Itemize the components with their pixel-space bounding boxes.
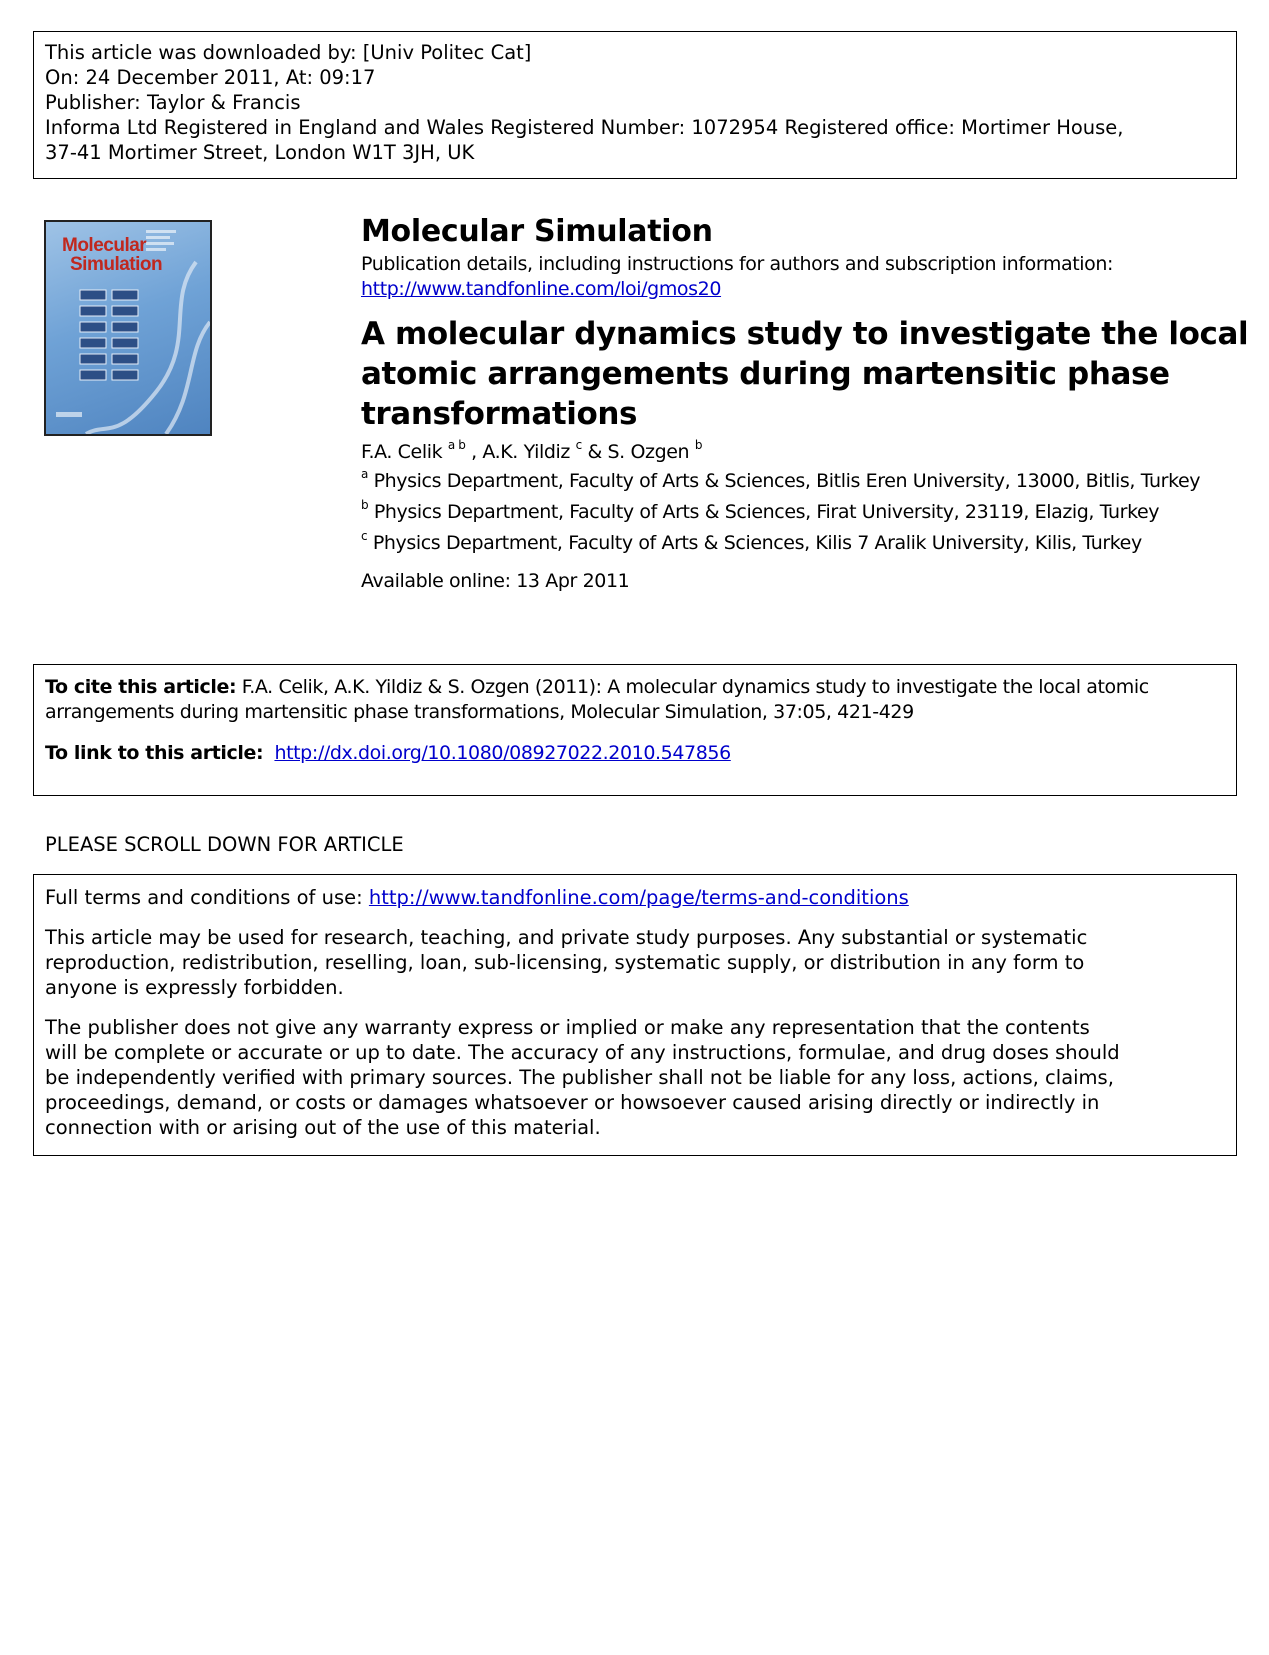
affiliation-c-mark: c — [361, 529, 368, 543]
cover-title-line-2: Simulation — [70, 254, 163, 275]
article-link-row — [45, 741, 1225, 766]
usage-paragraph — [45, 925, 1225, 1000]
disclaimer-line-2: will be complete or accurate or up to date. The accuracy of any instructions, formulae, and drug doses should — [45, 1041, 1120, 1064]
journal-cover-image — [44, 220, 212, 436]
cite-label: To cite this article: — [45, 676, 237, 698]
disclaimer-line-3: be independently verified with primary sources. The publisher shall not be liable for any loss, actions, claims, — [45, 1066, 1114, 1089]
disclaimer-line-5: connection with or arising out of the use of this material. — [45, 1116, 601, 1139]
journal-url-link[interactable]: http://www.tandfonline.com/loi/gmos20 — [361, 278, 722, 300]
usage-line-3: anyone is expressly forbidden. — [45, 976, 344, 999]
cite-row — [45, 675, 1225, 725]
usage-line-1: This article may be used for research, teaching, and private study purposes. Any substantial or systematic — [45, 926, 1088, 949]
citation-box — [33, 664, 1237, 796]
terms-link[interactable]: http://www.tandfonline.com/page/terms-and-conditions — [368, 886, 909, 909]
article-title-line-1: A molecular dynamics study to investigate the local — [361, 316, 1249, 352]
author-1: F.A. Celik — [361, 441, 443, 463]
affiliation-b — [361, 497, 1241, 528]
publisher-text: Publisher: Taylor & Francis — [45, 91, 301, 114]
author-3: & S. Ozgen — [587, 441, 690, 463]
affiliation-a-text: Physics Department, Faculty of Arts & Sciences, Bitlis Eren University, 13000, Bitlis, Turkey — [373, 470, 1201, 492]
download-notice-box — [33, 31, 1237, 179]
journal-block — [361, 212, 1249, 594]
cite-text-line-2: arrangements during martensitic phase transformations, Molecular Simulation, 37:05, 421-429 — [45, 701, 914, 723]
affiliation-c-text: Physics Department, Faculty of Arts & Sciences, Kilis 7 Aralik University, Kilis, Turkey — [372, 532, 1142, 554]
download-date-text: On: 24 December 2011, At: 09:17 — [45, 66, 376, 89]
affiliation-b-mark: b — [361, 498, 369, 512]
disclaimer-line-4: proceedings, demand, or costs or damages whatsoever or howsoever caused arising directly or indirectly in — [45, 1091, 1100, 1114]
cover-title-line-1: Molecular — [62, 235, 147, 256]
terms-label: Full terms and conditions of use: — [45, 886, 363, 909]
available-online-date: Available online: 13 Apr 2011 — [361, 570, 630, 592]
affiliation-a-mark: a — [361, 467, 368, 481]
registration-line-1: Informa Ltd Registered in England and Wales Registered Number: 1072954 Registered office: Mortimer House, — [45, 116, 1124, 139]
scroll-down-notice: PLEASE SCROLL DOWN FOR ARTICLE — [45, 833, 404, 856]
author-3-affiliation-marks: b — [694, 438, 703, 452]
affiliation-b-text: Physics Department, Faculty of Arts & Sciences, Firat University, 23119, Elazig, Turkey — [373, 501, 1160, 523]
terms-row — [45, 885, 1225, 910]
article-title-line-2: atomic arrangements during martensitic phase — [361, 356, 1170, 392]
terms-box — [33, 874, 1237, 1156]
link-label: To link to this article: — [45, 742, 264, 764]
author-2: , A.K. Yildiz — [471, 441, 570, 463]
disclaimer-line-1: The publisher does not give any warranty express or implied or make any representation that the contents — [45, 1016, 1090, 1039]
disclaimer-paragraph — [45, 1015, 1225, 1140]
author-2-affiliation-marks: c — [575, 438, 582, 452]
doi-link[interactable]: http://dx.doi.org/10.1080/08927022.2010.547856 — [274, 742, 731, 764]
cite-text-line-1: F.A. Celik, A.K. Yildiz & S. Ozgen (2011): A molecular dynamics study to investigate the local atomic — [241, 676, 1149, 698]
author-list — [361, 438, 1241, 466]
affiliation-c — [361, 528, 1241, 559]
registration-line-2: 37-41 Mortimer Street, London W1T 3JH, UK — [45, 141, 475, 164]
usage-line-2: reproduction, redistribution, reselling, loan, sub-licensing, systematic supply, or distribution in any form to — [45, 951, 1085, 974]
affiliation-a — [361, 466, 1241, 497]
article-title — [361, 314, 1249, 434]
author-1-affiliation-marks: a b — [447, 438, 466, 452]
journal-title: Molecular Simulation — [361, 214, 713, 249]
cover-illustration — [46, 222, 210, 434]
article-title-line-3: transformations — [361, 396, 638, 432]
downloaded-by-text: This article was downloaded by: [Univ Politec Cat] — [45, 41, 532, 64]
publication-details: Publication details, including instructions for authors and subscription information: — [361, 253, 1114, 275]
